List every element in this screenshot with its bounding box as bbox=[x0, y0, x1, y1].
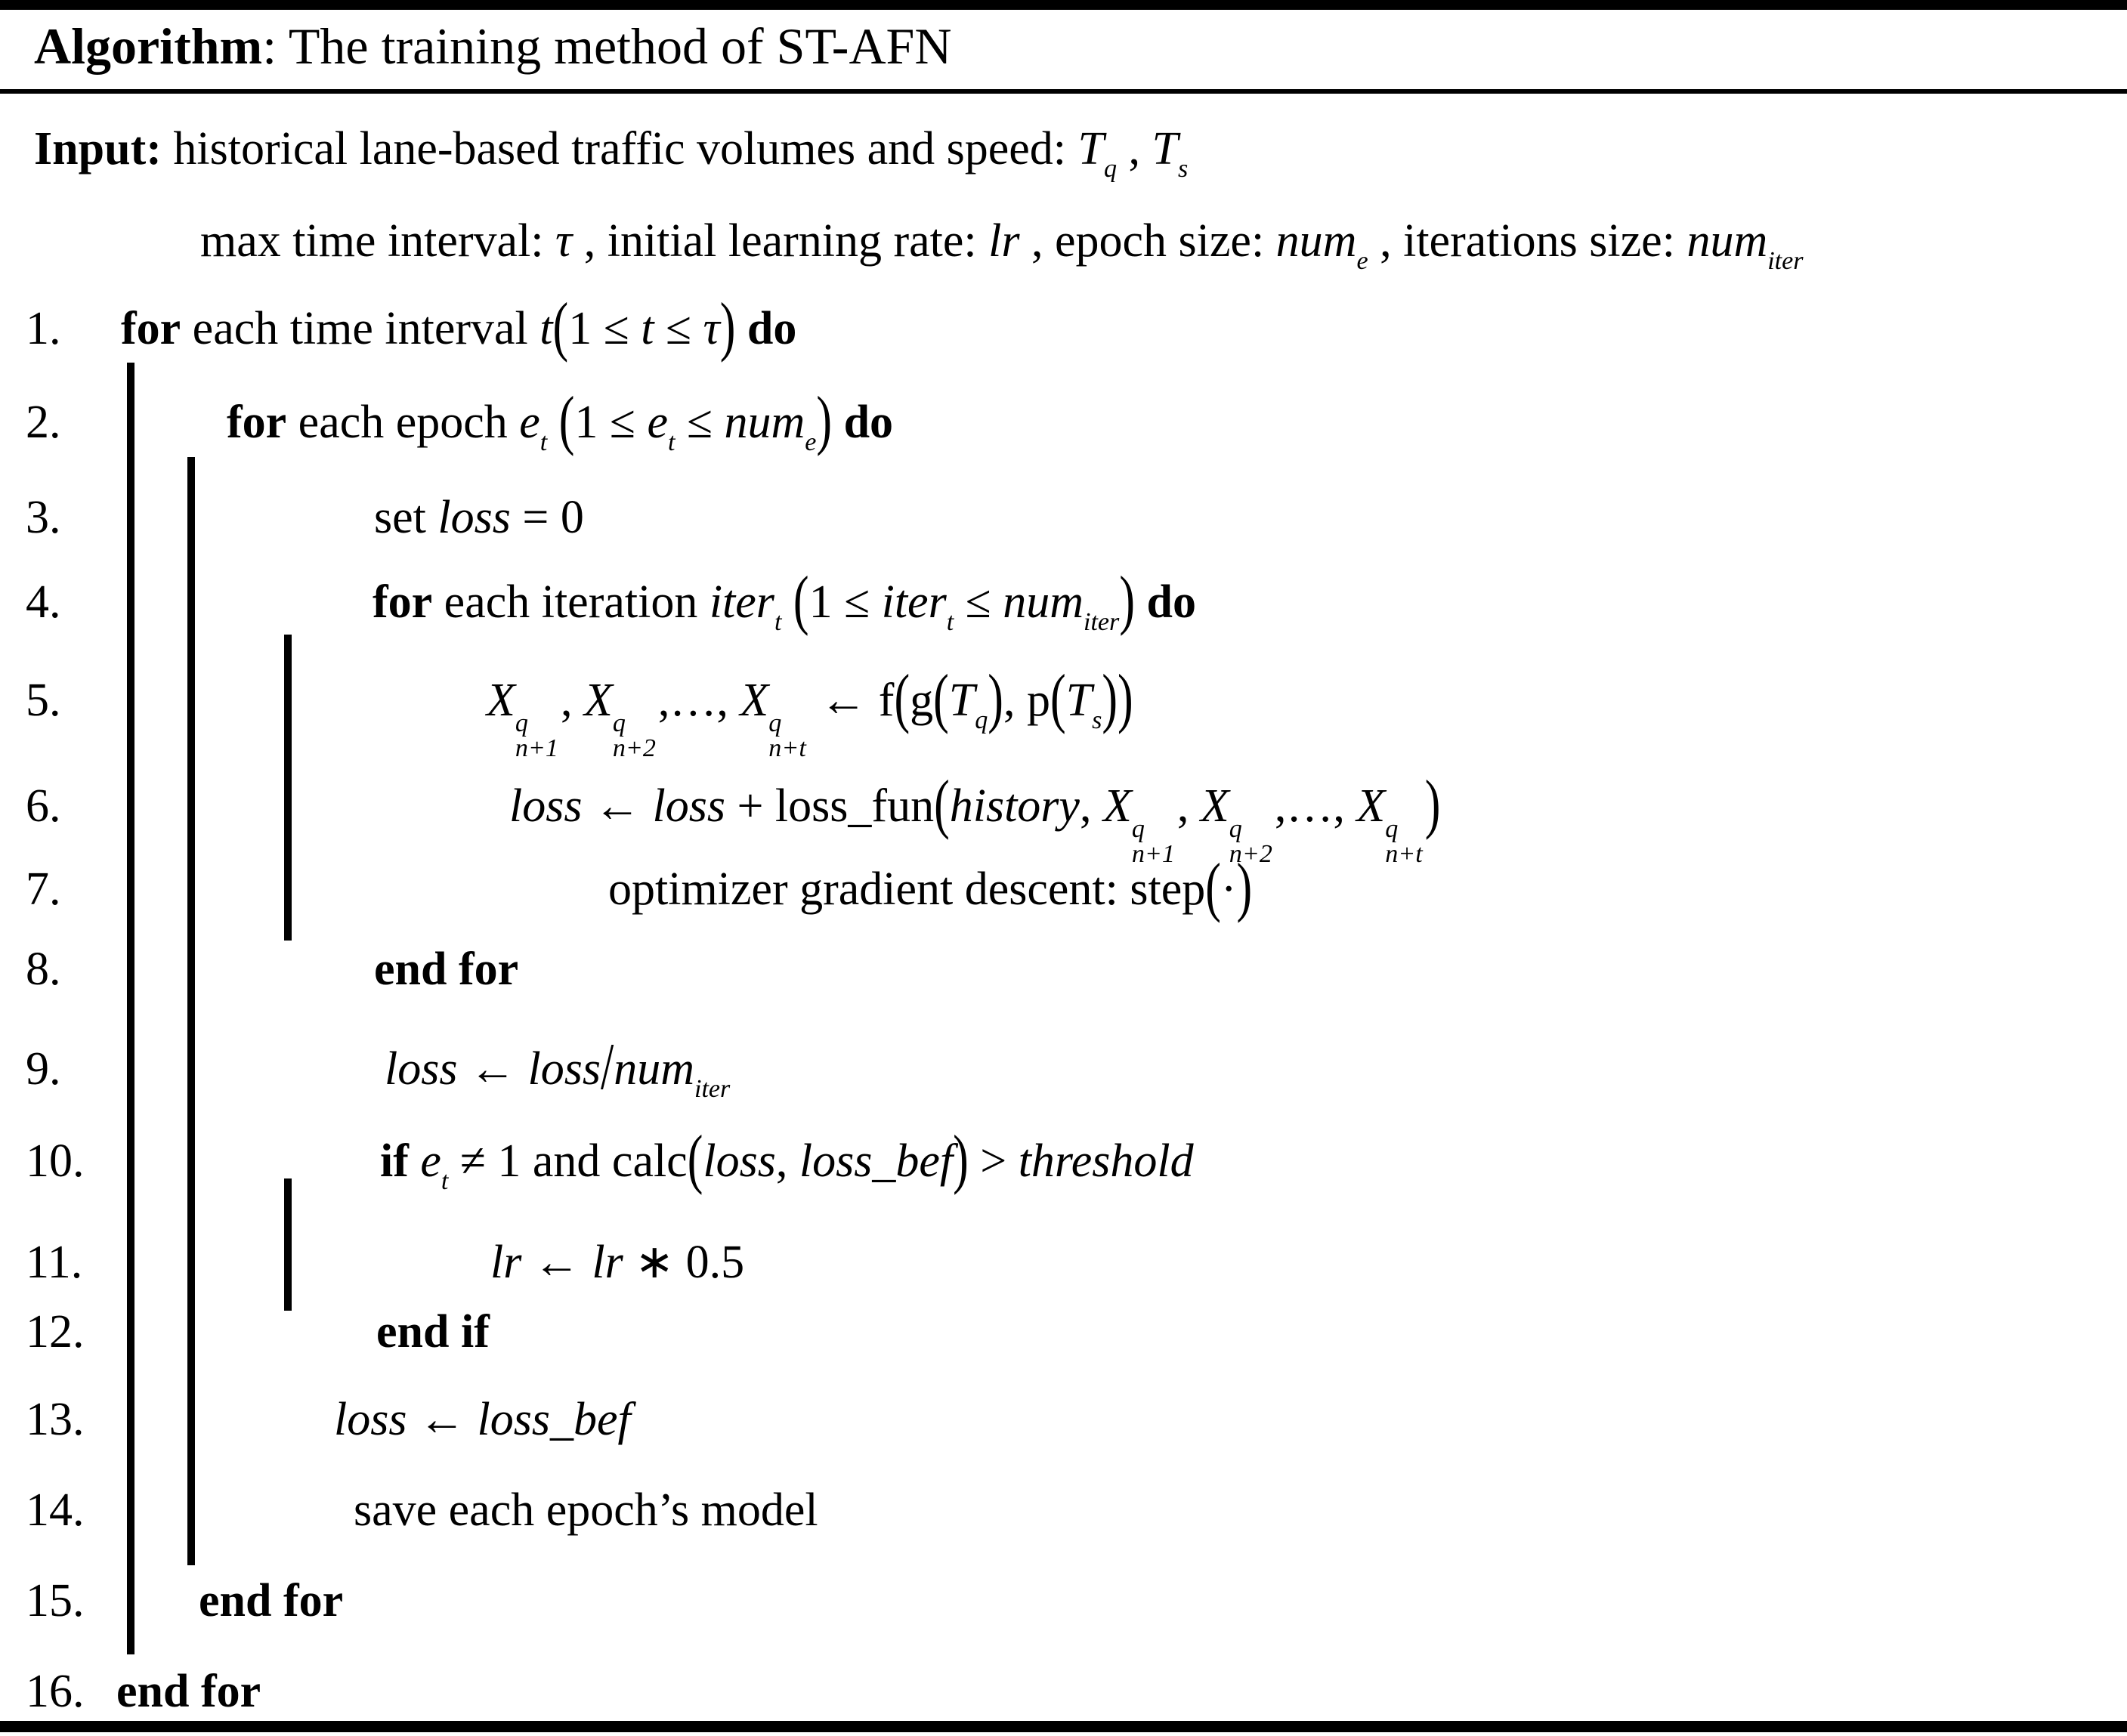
text-segment: ∗ 0.5 bbox=[623, 1237, 745, 1288]
text-segment: for bbox=[227, 397, 287, 448]
line-content bbox=[227, 384, 894, 457]
text-segment: do bbox=[843, 397, 894, 448]
text-segment: lr bbox=[592, 1237, 623, 1288]
line-content bbox=[354, 1482, 818, 1538]
line-content bbox=[509, 768, 1441, 868]
supsub: q n+2 bbox=[612, 709, 656, 762]
text-segment: X bbox=[487, 675, 515, 726]
subscript: t bbox=[539, 428, 548, 457]
text-segment: ( bbox=[894, 662, 910, 735]
text-segment: each epoch bbox=[286, 397, 520, 448]
text-segment: ,…, bbox=[1274, 780, 1357, 832]
text-segment bbox=[1135, 576, 1147, 628]
text-segment: τ bbox=[703, 303, 720, 354]
text-segment: ( bbox=[1050, 662, 1066, 735]
text-segment: τ bbox=[555, 215, 573, 267]
text-segment: end if bbox=[376, 1306, 490, 1358]
line-content bbox=[374, 490, 584, 545]
text-segment: e bbox=[519, 397, 540, 448]
text-segment: threshold bbox=[1018, 1135, 1194, 1187]
line-number: 13. bbox=[26, 1394, 85, 1445]
text-segment: X bbox=[1102, 780, 1132, 832]
text-segment: loss bbox=[652, 780, 725, 832]
text-segment: T bbox=[1077, 123, 1104, 175]
supsub: q n+1 bbox=[515, 709, 558, 762]
text-segment: Input: bbox=[34, 123, 162, 175]
text-segment: = 0 bbox=[510, 492, 584, 543]
line-number: 4. bbox=[26, 576, 61, 628]
text-segment: loss bbox=[509, 780, 583, 832]
text-segment: ) bbox=[988, 662, 1003, 735]
text-segment: t bbox=[641, 303, 654, 354]
text-segment: ) bbox=[1236, 851, 1253, 924]
text-segment: end for bbox=[374, 944, 519, 995]
text-segment: , initial learning rate: bbox=[572, 215, 989, 267]
text-segment: set bbox=[374, 492, 438, 543]
algorithm-title-keyword: Algorithm bbox=[34, 17, 263, 75]
text-segment: each time interval bbox=[181, 303, 540, 354]
text-segment: > bbox=[968, 1135, 1019, 1187]
text-segment: save each epoch’s model bbox=[354, 1484, 818, 1536]
line-content bbox=[116, 1663, 261, 1719]
text-segment: ) bbox=[1118, 662, 1133, 735]
text-segment: ( bbox=[793, 564, 809, 637]
line-content bbox=[34, 121, 1189, 184]
text-segment: ← bbox=[582, 780, 653, 832]
text-segment: e bbox=[647, 397, 668, 448]
text-segment bbox=[735, 303, 747, 354]
text-segment: ) bbox=[1102, 662, 1118, 735]
line-content bbox=[608, 851, 1253, 924]
text-segment: ← bbox=[407, 1394, 478, 1445]
text-segment: , p bbox=[1003, 675, 1050, 726]
text-segment bbox=[781, 576, 793, 628]
text-segment: ( bbox=[934, 768, 950, 841]
text-segment bbox=[832, 397, 844, 448]
subscript: iter bbox=[1083, 608, 1120, 637]
text-segment: ← f bbox=[808, 675, 895, 726]
text-segment bbox=[547, 397, 559, 448]
text-segment: loss_bef bbox=[799, 1135, 954, 1187]
supsub: q n+1 bbox=[1131, 815, 1175, 868]
line-number: 14. bbox=[26, 1484, 85, 1536]
text-segment: e bbox=[420, 1135, 441, 1187]
text-segment: t bbox=[539, 303, 553, 354]
line-number: 7. bbox=[26, 863, 61, 915]
line-number: 2. bbox=[26, 397, 61, 448]
text-segment: ) bbox=[1424, 768, 1441, 841]
line-content bbox=[334, 1392, 631, 1447]
text-segment: loss bbox=[334, 1394, 407, 1445]
text-segment: loss bbox=[703, 1135, 776, 1187]
text-segment: end for bbox=[116, 1666, 261, 1717]
subscript: q bbox=[1103, 155, 1118, 184]
text-segment: num bbox=[1686, 215, 1768, 267]
text-segment: , bbox=[1176, 780, 1201, 832]
text-segment: , bbox=[775, 1135, 799, 1187]
text-segment: T bbox=[1065, 675, 1093, 726]
text-segment: ) bbox=[816, 384, 833, 457]
line-content bbox=[374, 941, 518, 997]
text-segment: max time interval: bbox=[200, 215, 556, 267]
line-number: 10. bbox=[26, 1135, 85, 1187]
line-number: 16. bbox=[26, 1666, 85, 1717]
text-segment: T bbox=[948, 675, 975, 726]
text-segment: ≠ 1 and calc bbox=[448, 1135, 688, 1187]
algorithm-title bbox=[34, 17, 951, 76]
text-segment: ≤ bbox=[654, 303, 703, 354]
text-segment: lr bbox=[988, 215, 1020, 267]
line-number: 1. bbox=[26, 303, 61, 354]
supsub: q n+t bbox=[768, 709, 806, 762]
text-segment: each iteration bbox=[432, 576, 710, 628]
text-segment: iter bbox=[709, 576, 774, 628]
text-segment: ← bbox=[457, 1043, 528, 1095]
text-segment: ( bbox=[687, 1123, 703, 1196]
text-segment: X bbox=[1356, 780, 1386, 832]
text-segment: ) bbox=[719, 290, 736, 363]
text-segment: g bbox=[910, 675, 934, 726]
line-number: 9. bbox=[26, 1043, 61, 1095]
text-segment: num bbox=[1275, 215, 1357, 267]
text-segment: 1 ≤ bbox=[568, 303, 642, 354]
text-segment: , bbox=[560, 675, 584, 726]
text-segment: ≤ bbox=[954, 576, 1003, 628]
text-segment: do bbox=[747, 303, 797, 354]
scope-bar-3 bbox=[284, 635, 292, 941]
text-segment: 1 ≤ bbox=[574, 397, 648, 448]
text-segment: ) bbox=[1119, 564, 1135, 637]
text-segment: ( bbox=[1205, 851, 1221, 924]
line-number: 5. bbox=[26, 675, 61, 726]
text-segment: lr bbox=[490, 1237, 522, 1288]
text-segment: X bbox=[740, 675, 769, 726]
text-segment: ( bbox=[558, 384, 575, 457]
text-segment: ← bbox=[521, 1237, 592, 1288]
text-segment: + loss_fun bbox=[725, 780, 935, 832]
top-rule bbox=[0, 0, 2127, 10]
text-segment: , epoch size: bbox=[1019, 215, 1276, 267]
line-number: 15. bbox=[26, 1575, 85, 1626]
subscript: s bbox=[1092, 706, 1102, 735]
scope-bar-4 bbox=[284, 1178, 292, 1311]
text-segment: historical lane-based traffic volumes and speed: bbox=[161, 123, 1078, 175]
supsub: q n+t bbox=[1385, 815, 1423, 868]
text-segment: ( bbox=[933, 662, 949, 735]
text-segment: loss bbox=[527, 1043, 601, 1095]
text-segment: history bbox=[949, 780, 1080, 832]
text-segment: num bbox=[614, 1043, 694, 1095]
line-content bbox=[199, 1573, 343, 1629]
text-segment: X bbox=[583, 675, 613, 726]
text-segment: do bbox=[1146, 576, 1196, 628]
text-segment: , bbox=[1079, 780, 1103, 832]
line-content bbox=[490, 1234, 744, 1290]
subscript: t bbox=[667, 428, 676, 457]
subscript: s bbox=[1178, 155, 1189, 184]
line-content bbox=[380, 1123, 1194, 1196]
text-segment: loss bbox=[385, 1043, 458, 1095]
text-segment: for bbox=[373, 576, 433, 628]
text-segment: loss_bef bbox=[477, 1394, 631, 1445]
text-segment: · bbox=[1220, 863, 1237, 915]
line-content bbox=[385, 1030, 731, 1104]
subscript: iter bbox=[694, 1075, 731, 1104]
text-segment: for bbox=[121, 303, 181, 354]
text-segment: , iterations size: bbox=[1368, 215, 1687, 267]
line-number: 3. bbox=[26, 492, 61, 543]
subscript: t bbox=[441, 1167, 449, 1196]
text-segment: num bbox=[1003, 576, 1084, 628]
text-segment: / bbox=[600, 1030, 614, 1104]
text-segment: if bbox=[380, 1135, 421, 1187]
line-number: 12. bbox=[26, 1306, 85, 1358]
subscript: t bbox=[774, 608, 782, 637]
header-rule bbox=[0, 89, 2127, 94]
text-segment: loss bbox=[437, 492, 511, 543]
text-segment: optimizer gradient descent: step bbox=[608, 863, 1206, 915]
subscript: e bbox=[805, 428, 817, 457]
line-content bbox=[200, 213, 1804, 276]
scope-bar-2 bbox=[187, 457, 195, 1565]
text-segment: end for bbox=[199, 1575, 344, 1626]
text-segment: T bbox=[1152, 123, 1178, 175]
line-content bbox=[376, 1304, 490, 1360]
line-content bbox=[373, 564, 1196, 637]
subscript: t bbox=[946, 608, 954, 637]
supsub: q n+2 bbox=[1229, 815, 1272, 868]
text-segment: , bbox=[1117, 123, 1152, 175]
subscript: iter bbox=[1767, 247, 1804, 276]
text-segment: ≤ bbox=[675, 397, 725, 448]
subscript: q bbox=[975, 706, 988, 735]
text-segment: num bbox=[724, 397, 805, 448]
text-segment: iter bbox=[881, 576, 947, 628]
line-content bbox=[121, 290, 797, 363]
algorithm-title-text: : The training method of ST-AFN bbox=[262, 17, 952, 75]
scope-bar-1 bbox=[127, 363, 134, 1654]
line-number: 8. bbox=[26, 944, 61, 995]
text-segment: ,…, bbox=[657, 675, 740, 726]
text-segment: ( bbox=[552, 290, 569, 363]
subscript: e bbox=[1356, 247, 1368, 276]
bottom-rule bbox=[0, 1721, 2127, 1732]
text-segment: 1 ≤ bbox=[808, 576, 882, 628]
text-segment: ) bbox=[953, 1123, 969, 1196]
line-number: 6. bbox=[26, 780, 61, 832]
text-segment: X bbox=[1200, 780, 1229, 832]
line-content bbox=[487, 662, 1133, 762]
line-number: 11. bbox=[26, 1237, 83, 1288]
